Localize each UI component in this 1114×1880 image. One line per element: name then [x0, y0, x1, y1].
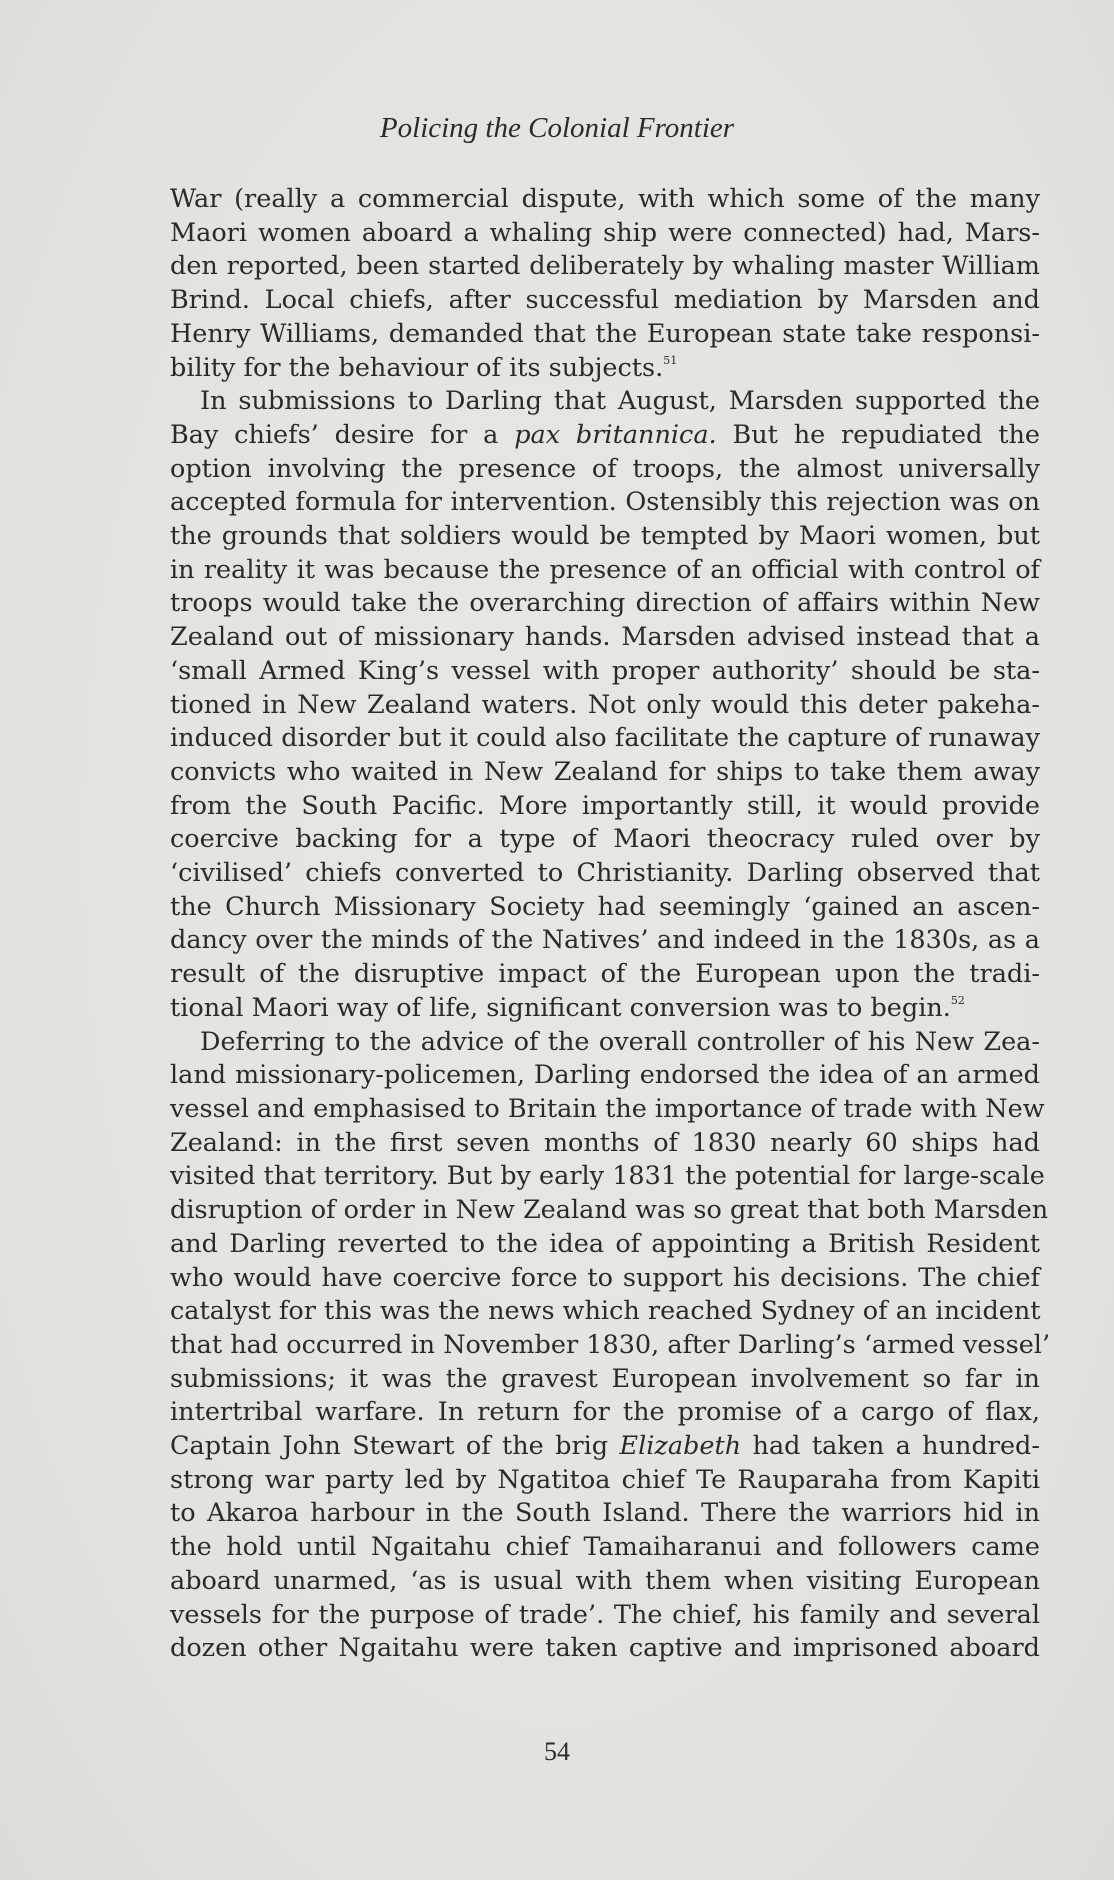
text-segment: had taken a hundred- — [741, 1431, 1040, 1462]
text-segment: But he repudiated the — [716, 419, 1040, 450]
text-line: dancy over the minds of the Natives’ and indeed in the 1830s, as a — [170, 925, 1040, 956]
text-line: option involving the presence of troops, the almost universally — [170, 453, 1040, 484]
text-line: submissions; it was the gravest European involvement so far in — [170, 1363, 1040, 1394]
text-line: War (really a commercial dispute, with which some of the many — [170, 184, 1040, 214]
text-line: in reality it was because the presence of an official with control of — [170, 554, 1040, 585]
text-line: Zealand out of missionary hands. Marsden advised instead that a — [170, 622, 1040, 653]
text-line: strong war party led by Ngatitoa chief Te Rauparaha from Kapiti — [170, 1464, 1040, 1495]
text-line: to Akaroa harbour in the South Island. There the warriors hid in — [170, 1498, 1040, 1529]
text-line: disruption of order in New Zealand was so great that both Marsden — [170, 1195, 1049, 1226]
italic-text: pax britannica. — [514, 419, 717, 450]
text-line: Zealand: in the first seven months of 1830 nearly 60 ships had — [170, 1127, 1040, 1158]
text-line: vessels for the purpose of trade’. The chief, his family and several — [170, 1599, 1040, 1630]
text-line: Brind. Local chiefs, after successful mediation by Marsden and — [170, 285, 1040, 316]
text-line: visited that territory. But by early 1831 the potential for large-scale — [170, 1161, 1045, 1192]
body-text — [170, 183, 1051, 1666]
text-line: land missionary-policemen, Darling endorsed the idea of an armed — [170, 1060, 1040, 1091]
text-line: coercive backing for a type of Maori theocracy ruled over by — [170, 824, 1040, 855]
paragraph-1 — [170, 183, 1040, 385]
text-line: Maori women aboard a whaling ship were connected) had, Mars- — [170, 217, 1040, 248]
text-line: and Darling reverted to the idea of appointing a British Resident — [170, 1228, 1040, 1259]
text-line — [170, 992, 1040, 1026]
text-segment: tional Maori way of life, significant conversion was to begin. — [170, 992, 951, 1023]
text-line: In submissions to Darling that August, Marsden supported the — [200, 386, 1040, 417]
paragraph-2 — [170, 385, 1040, 1025]
text-line: convicts who waited in New Zealand for ships to take them away — [170, 756, 1040, 787]
text-line — [170, 419, 1040, 453]
text-segment: Bay chiefs’ desire for a — [170, 419, 515, 450]
italic-text: Elizabeth — [619, 1431, 742, 1462]
text-line: den reported, been started deliberately by whaling master William — [170, 251, 1040, 282]
text-line — [170, 1430, 1040, 1464]
text-line: ‘civilised’ chiefs converted to Christianity. Darling observed that — [170, 858, 1040, 889]
text-line: troops would take the overarching direction of affairs within New — [170, 588, 1040, 619]
text-line: intertribal warfare. In return for the promise of a cargo of flax, — [170, 1397, 1040, 1428]
text-line: catalyst for this was the news which reached Sydney of an incident — [170, 1296, 1041, 1327]
text-line: Henry Williams, demanded that the European state take responsi- — [170, 318, 1040, 349]
running-head: Policing the Colonial Frontier — [379, 112, 735, 144]
footnote-reference: 52 — [950, 993, 965, 1007]
text-line: induced disorder but it could also facilitate the capture of runaway — [170, 723, 1040, 754]
footnote-reference: 51 — [663, 353, 678, 367]
text-line: Deferring to the advice of the overall controller of his New Zea- — [200, 1026, 1040, 1057]
text-line: accepted formula for intervention. Ostensibly this rejection was on — [170, 487, 1040, 518]
text-line: from the South Pacific. More importantly still, it would provide — [170, 790, 1040, 821]
text-segment: Captain John Stewart of the brig — [170, 1431, 620, 1462]
text-line: tioned in New Zealand waters. Not only would this deter pakeha- — [170, 689, 1040, 720]
paragraph-3 — [170, 1026, 1051, 1666]
text-line: ‘small Armed King’s vessel with proper authority’ should be sta- — [170, 655, 1040, 686]
text-line: the grounds that soldiers would be tempted by Maori women, but — [170, 521, 1040, 552]
text-line: that had occurred in November 1830, after Darling’s ‘armed vessel’ — [170, 1329, 1051, 1360]
text-line: result of the disruptive impact of the European upon the tradi- — [170, 959, 1040, 990]
text-line — [170, 352, 1040, 386]
page-number: 54 — [544, 1737, 570, 1766]
text-segment: bility for the behaviour of its subjects. — [170, 352, 664, 383]
text-line: aboard unarmed, ‘as is usual with them when visiting European — [170, 1565, 1040, 1596]
text-line: dozen other Ngaitahu were taken captive and imprisoned aboard — [170, 1633, 1040, 1664]
text-line: who would have coercive force to support his decisions. The chief — [170, 1262, 1040, 1293]
text-line: vessel and emphasised to Britain the importance of trade with New — [170, 1093, 1045, 1124]
text-line: the Church Missionary Society had seemingly ‘gained an ascen- — [170, 891, 1040, 922]
text-line: the hold until Ngaitahu chief Tamaiharanui and followers came — [170, 1532, 1040, 1563]
